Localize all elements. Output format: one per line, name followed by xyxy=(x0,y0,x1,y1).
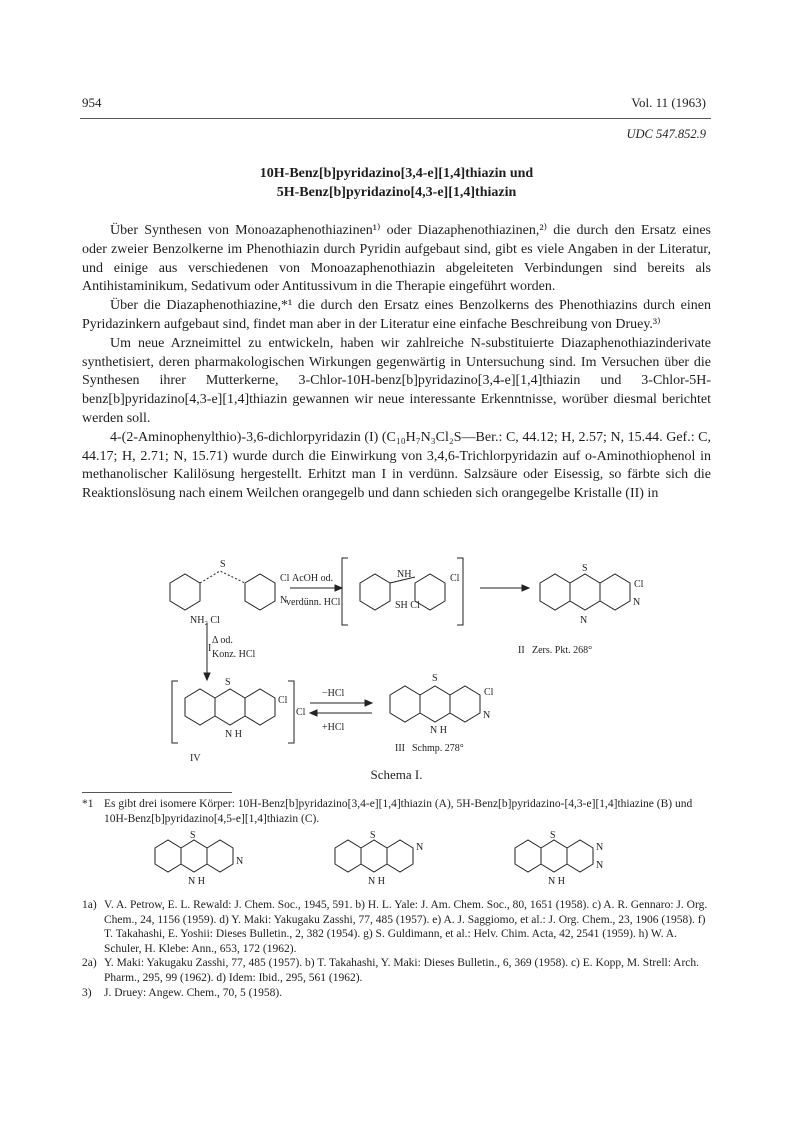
svg-text:N H: N H xyxy=(225,729,242,740)
udc-code: UDC 547.852.9 xyxy=(626,127,706,141)
minus-hcl-label: −HCl xyxy=(322,688,345,699)
svg-text:N H: N H xyxy=(548,876,565,887)
svg-text:N H: N H xyxy=(368,876,385,887)
isomer-A-pyridazine xyxy=(207,840,233,872)
scheme-caption: Schema I. xyxy=(370,767,423,782)
isomer-B-pyridazine xyxy=(387,840,413,872)
mp-compound-II: Zers. Pkt. 268° xyxy=(532,645,593,656)
plus-hcl-label: +HCl xyxy=(322,722,345,733)
page-number: 954 xyxy=(82,95,102,110)
footnote-marker: *1 xyxy=(82,798,94,810)
reference-item xyxy=(82,956,711,985)
mp-compound-III: Schmp. 278° xyxy=(412,743,464,754)
isomer-A-thiazine xyxy=(181,840,207,872)
pyridazine-ring-II xyxy=(600,574,630,610)
references xyxy=(82,898,711,1000)
footnote-text: Es gibt drei isomere Körper: 10H-Benz[b]pyridazino[3,4-e][1,4]thiazin (A), 5H-Benz[b]pyridazino-[4,3-e][1,4]thiazine (B) und 10H-Benz[b]pyridazino[4,5-e][1,4]thiazin (C). xyxy=(104,798,693,826)
isomer-structures xyxy=(150,826,690,898)
svg-text:S: S xyxy=(432,673,438,684)
svg-text:N H: N H xyxy=(430,725,447,736)
pyridazine-ring-I xyxy=(245,574,275,610)
reagent-down: Δ od. xyxy=(212,635,233,646)
svg-text:NH: NH xyxy=(397,569,412,580)
isomer-B-thiazine xyxy=(361,840,387,872)
reference-marker: 2a) xyxy=(82,957,97,970)
svg-text:N: N xyxy=(236,856,244,867)
benzene-ring-III xyxy=(390,686,420,722)
paragraph: Über die Diazaphenothiazine,*¹ die durch den Ersatz eines Benzolkerns des Phenothiazins durch einen Pyridazinkern aufgebaut sind, findet man aber in der Literatur eine einfache Beschreibung von Druey.³⁾ xyxy=(82,298,711,332)
label-compound-I: I xyxy=(208,643,212,654)
svg-text:NH₂ Cl: NH₂ Cl xyxy=(190,615,220,626)
thiazine-ring-IV xyxy=(215,689,245,725)
paragraph: Um neue Arzneimittel zu entwickeln, haben wir zahlreiche N-substituierte Diazaphenothiazinderivate synthetisiert, deren pharmakologischen Wirkungen gegenwärtig in Untersuchung sind. Im Versuchen über die Synthesen ihrer Mutterkerne, 3-Chlor-10H-benz[b]pyridazino[3,4-e][1,4]thiazin und 3-Chlor-5H-benz[b]pyridazino[4,3-e][1,4]thiazin gewannen wir neue interessante Erkenntnisse, worüber diesmal berichtet werden soll. xyxy=(82,335,711,426)
svg-text:SH Cl: SH Cl xyxy=(395,600,420,611)
thiazine-ring-II xyxy=(570,574,600,610)
footnote-rule xyxy=(82,792,232,793)
article-body xyxy=(82,222,711,504)
svg-text:N: N xyxy=(596,860,604,871)
svg-text:Cl: Cl xyxy=(484,687,494,698)
reagent-down-2: Konz. HCl xyxy=(212,649,256,660)
header-rule xyxy=(80,118,711,119)
reagent-top-2: verdünn. HCl xyxy=(286,597,341,608)
label-compound-IV: IV xyxy=(190,753,201,764)
svg-text:S: S xyxy=(225,677,231,688)
pyridazine-ring-III xyxy=(450,686,480,722)
isomer-A-benzene xyxy=(155,840,181,872)
title-line-1: 10H-Benz[b]pyridazino[3,4-e][1,4]thiazin und xyxy=(259,166,534,181)
isomer-C-pyridazine xyxy=(567,840,593,872)
reference-text: Y. Maki: Yakugaku Zasshi, 77, 485 (1957). b) T. Takahashi, Y. Maki: Dieses Bulletin., 6, 369 (1958). c) E. Kopp, M. Strell: Arch. Pharm., 295, 99 (1962). d) Idem: Ibid., 295, 561 (1962). xyxy=(104,957,700,984)
reference-marker: 3) xyxy=(82,986,92,999)
svg-text:Cl: Cl xyxy=(280,573,290,584)
benzene-ring-II xyxy=(540,574,570,610)
label-compound-III: III xyxy=(395,743,405,754)
isomer-B-benzene xyxy=(335,840,361,872)
reference-text: J. Druey: Angew. Chem., 70, 5 (1958). xyxy=(104,986,283,999)
svg-text:N: N xyxy=(596,842,604,853)
svg-text:N H: N H xyxy=(188,876,205,887)
benzene-ring-IV xyxy=(185,689,215,725)
title-line-2: 5H-Benz[b]pyridazino[4,3-e][1,4]thiazin xyxy=(276,185,517,200)
reagent-top: AcOH od. xyxy=(292,573,334,584)
svg-text:Cl: Cl xyxy=(450,573,460,584)
svg-text:N: N xyxy=(580,615,588,626)
reference-text: V. A. Petrow, E. L. Rewald: J. Chem. Soc., 1945, 591. b) H. L. Yale: J. Am. Chem. Soc., 80, 1651 (1958). c) A. R. Gennaro: J. Org. Chem., 24, 1156 (1959). d) Y. Maki: Yakugaku Zasshi, 77, 485 (1957). e) A. J. Saggiomo, et al.: J. Org. Chem., 23, 1906 (1958). f) T. Takahashi, E. Yoshii: Dieses Bulletin., 2, 382 (1954). g) S. Guldimann, et al.: Helv. Chim. Acta, 42, 2541 (1959). h) W. A. Schuler, H. Klebe: Ann., 653, 172 (1962). xyxy=(104,899,708,955)
reference-marker: 1a) xyxy=(82,899,97,911)
benzene-ring-I xyxy=(170,574,200,610)
isomer-C-thiazine xyxy=(541,840,567,872)
svg-text:Cl: Cl xyxy=(634,579,644,590)
reaction-scheme xyxy=(150,553,710,778)
svg-text:S: S xyxy=(550,830,556,841)
svg-text:N: N xyxy=(280,595,288,606)
svg-text:N: N xyxy=(633,597,641,608)
svg-text:Cl: Cl xyxy=(278,695,288,706)
paragraph: 4-(2-Aminophenylthio)-3,6-dichlorpyridazin (I) (C₁₀H₇N₃Cl₂S—Ber.: C, 44.12; H, 2.57; N, 15.44. Gef.: C, 44.17; H, 2.71; N, 15.71) wurde durch die Einwirkung von 3,4,6-Trichlorpyridazin auf o-Aminothiophenol in methanolischer Kalilösung hergestellt. Erhitzt man I in verdünn. Salzsäure oder Eisessig, so färbte sich die Reaktionslösung nach einem Weilchen orangegelb und dann schieden sich orangegelbe Kristalle (II) in xyxy=(82,429,711,502)
svg-text:Cl: Cl xyxy=(296,707,306,718)
label-compound-II: II xyxy=(518,645,525,656)
reference-item xyxy=(82,898,711,956)
paragraph: Über Synthesen von Monoazaphenothiazinen¹⁾ oder Diazaphenothiazinen,²⁾ die durch den Ersatz eines oder zweier Benzolkerne im Phenothiazin durch Pyridin aufgebaut sind, gibt es viele Angaben in der Literatur, und einige aus verschiedenen von Monoazaphenothiazin abgeleiteten Verbindungen sind bereits als Antihistaminikum, Sedativum oder Antitussivum in die Therapie eingeführt worden. xyxy=(82,223,711,295)
svg-text:S: S xyxy=(582,563,588,574)
benzene-ring-inter xyxy=(360,574,390,610)
isomer-C-benzene xyxy=(515,840,541,872)
svg-text:N: N xyxy=(483,710,491,721)
reference-item xyxy=(82,986,711,1001)
volume-label: Vol. 11 (1963) xyxy=(631,95,706,110)
article-title xyxy=(0,164,793,202)
svg-text:N: N xyxy=(416,842,424,853)
svg-text:S: S xyxy=(220,559,226,570)
svg-text:S: S xyxy=(190,830,196,841)
pyridazine-ring-IV xyxy=(245,689,275,725)
svg-text:S: S xyxy=(370,830,376,841)
thiazine-ring-III xyxy=(420,686,450,722)
footnote xyxy=(82,797,711,827)
